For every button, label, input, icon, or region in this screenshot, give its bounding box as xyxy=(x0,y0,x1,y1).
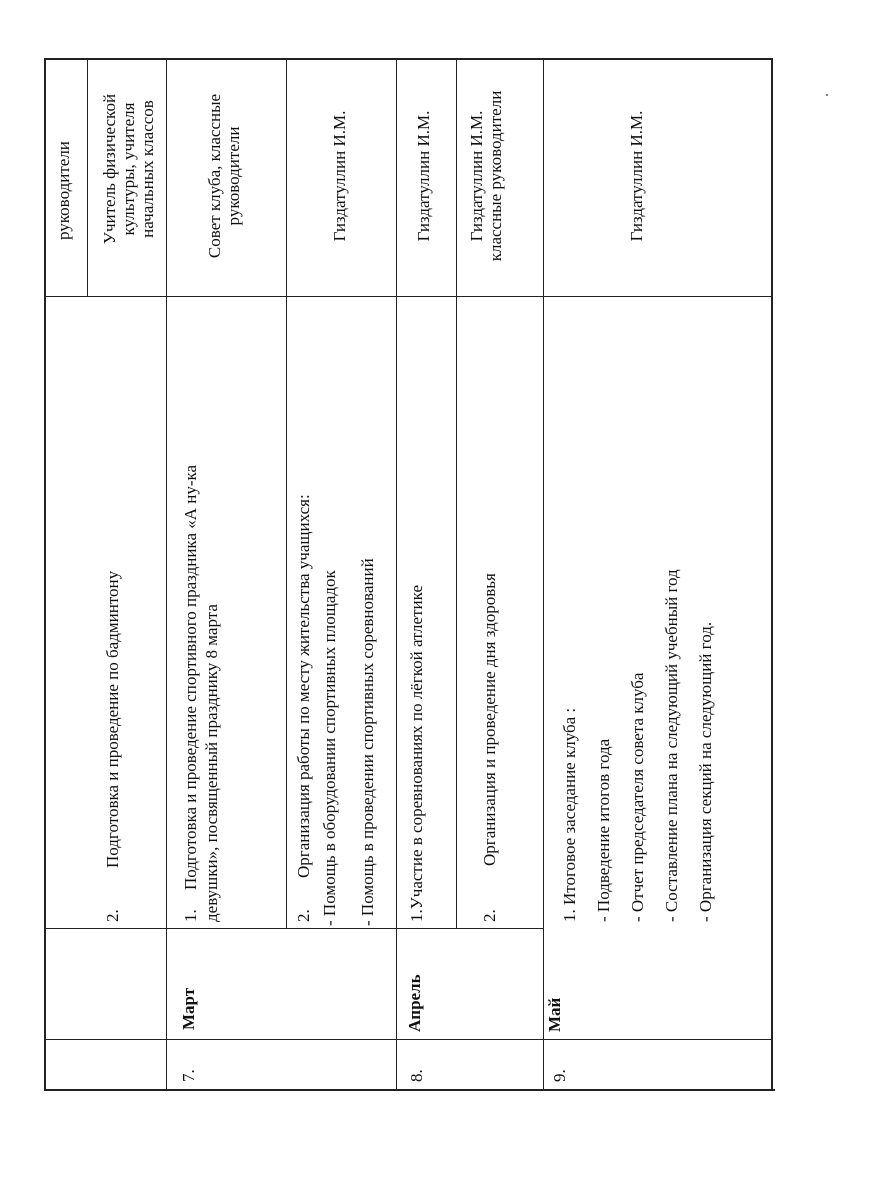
cell-line: Гиздатуллин И.М. xyxy=(330,110,349,242)
responsible-text xyxy=(205,66,243,286)
cell-line: 9. xyxy=(550,1069,569,1082)
subrow-separator-row8 xyxy=(456,58,457,929)
cell-line: 1. Итоговое заседание клуба : xyxy=(560,707,579,922)
event-text xyxy=(553,302,723,922)
table-border-left xyxy=(44,58,46,1091)
cell-line: Гиздатуллин И.М. xyxy=(627,110,646,242)
cell-line: - Организация секций на следующий год. xyxy=(696,621,715,922)
row-number xyxy=(550,1042,569,1082)
cell-line: Совет клуба, классные xyxy=(205,93,224,259)
column-separator-events-responsible xyxy=(44,296,773,297)
row-number xyxy=(407,1042,426,1082)
column-separator-num-month xyxy=(44,1039,773,1040)
event-text xyxy=(320,326,339,926)
cell-line: Подготовка и проведение по бадминтону xyxy=(103,570,122,868)
cell-line: руководители xyxy=(224,126,243,226)
subrow-separator-row0 xyxy=(87,58,88,296)
cell-line: - Помощь в оборудовании спортивных площадок xyxy=(320,570,339,926)
cell-line: классные руководители xyxy=(486,90,505,262)
row-separator-3 xyxy=(543,58,544,1091)
cell-line: руководители xyxy=(54,141,73,240)
cell-line: 8. xyxy=(407,1069,426,1082)
cell-line: 7. xyxy=(179,1069,198,1082)
cell-line: Апрель xyxy=(405,974,424,1032)
month-label xyxy=(179,930,198,1030)
responsible-text xyxy=(627,66,646,286)
cell-line: 2. xyxy=(294,909,313,922)
cell-line: Организация работы по месту жительства учащихся: xyxy=(294,494,313,878)
scan-speck xyxy=(826,94,828,96)
responsible-text xyxy=(330,66,349,286)
cell-line: культуры, учителя xyxy=(119,102,138,236)
cell-line: начальных классов xyxy=(138,100,157,238)
event-text xyxy=(480,266,499,866)
cell-line: - Подведение итогов года xyxy=(594,738,613,922)
responsible-text xyxy=(467,66,505,286)
responsible-text xyxy=(54,60,73,240)
cell-line: Гиздатуллин И.М. xyxy=(467,110,486,242)
cell-line: Май xyxy=(545,997,564,1032)
event-text xyxy=(358,326,377,926)
cell-line: Подготовка и проведение спортивного праздника «А ну-ка xyxy=(181,464,200,890)
responsible-text xyxy=(414,66,433,286)
row-separator-1 xyxy=(166,58,167,1091)
cell-line: Гиздатуллин И.М. xyxy=(414,110,433,242)
cell-line: 2. xyxy=(103,909,122,922)
row-separator-2 xyxy=(396,58,397,1091)
cell-line: Учитель физической xyxy=(100,93,119,245)
event-text xyxy=(407,322,426,922)
event-number xyxy=(294,882,313,922)
event-text xyxy=(181,270,200,890)
event-text xyxy=(294,278,313,878)
cell-line: - Составление плана на следующий учебный год xyxy=(662,569,681,922)
cell-line: 1.Участие в соревнованиях по лёгкой атлетике xyxy=(407,585,426,922)
month-label xyxy=(405,932,424,1032)
cell-line: 2. xyxy=(480,909,499,922)
cell-line: Организация и проведение дня здоровья xyxy=(480,573,499,866)
cell-line: - Помощь в проведении спортивных соревнований xyxy=(358,558,377,926)
cell-line: Март xyxy=(179,987,198,1030)
table-border-bottom xyxy=(44,1089,775,1091)
month-label xyxy=(545,932,564,1032)
row-number xyxy=(179,1042,198,1082)
table-border-right xyxy=(771,58,773,1091)
cell-line: - Отчет председателя совета клуба xyxy=(628,672,647,922)
event-number xyxy=(103,882,122,922)
column-separator-month-events xyxy=(44,928,544,929)
responsible-text xyxy=(100,60,157,278)
cell-line: девушки», посвященный празднику 8 марта xyxy=(202,604,221,922)
event-text xyxy=(103,308,122,868)
cell-line: 1. xyxy=(181,909,200,922)
event-text xyxy=(202,302,221,922)
event-number xyxy=(480,882,499,922)
subrow-separator-row7 xyxy=(286,58,287,929)
